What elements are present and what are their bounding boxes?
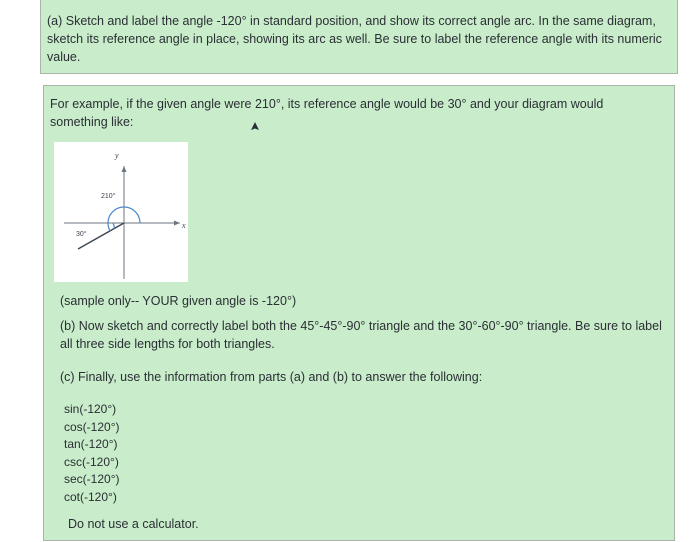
trig-function-item: tan(-120°) xyxy=(64,437,118,451)
example-description: For example, if the given angle were 210°, its reference angle would be 30° and your diagram would something like: xyxy=(50,97,604,129)
trig-function-item: cot(-120°) xyxy=(64,489,117,504)
sample-angle-diagram xyxy=(54,142,188,282)
part-c-instructions: (c) Finally, use the information from parts (a) and (b) to answer the following: xyxy=(60,370,483,384)
x-axis-label: x xyxy=(182,221,186,230)
trig-function-item: sec(-120°) xyxy=(64,472,120,486)
y-axis-arrow-icon xyxy=(122,166,127,172)
reference-angle-arc xyxy=(113,223,114,228)
part-b-instructions: (b) Now sketch and correctly label both the 45°-45°-90° triangle and the 30°-60°-90° triangle. Be sure to label all three side lengths for both triangles. xyxy=(60,319,662,351)
sample-note: (sample only-- YOUR given angle is -120°) xyxy=(60,294,297,308)
trig-function-item: cos(-120°) xyxy=(64,419,120,434)
example-block xyxy=(43,85,675,541)
trig-function-list xyxy=(64,401,119,506)
mouse-cursor-icon xyxy=(250,122,260,134)
trig-function-item: sin(-120°) xyxy=(64,402,117,416)
trig-function-item: csc(-120°) xyxy=(64,454,119,469)
reference-angle-label: 30° xyxy=(76,231,87,238)
angle-210-label: 210° xyxy=(101,193,116,200)
part-a-instructions: (a) Sketch and label the angle -120° in standard position, and show its correct angle arc. In the same diagram, sketch its reference angle in place, showing its arc as well. Be sure to label the reference angle with its numeric value. xyxy=(47,14,662,64)
x-axis-arrow-icon xyxy=(174,221,180,226)
y-axis-label: y xyxy=(115,151,119,160)
part-a-block xyxy=(40,0,678,74)
calculator-note: Do not use a calculator. xyxy=(68,517,199,531)
